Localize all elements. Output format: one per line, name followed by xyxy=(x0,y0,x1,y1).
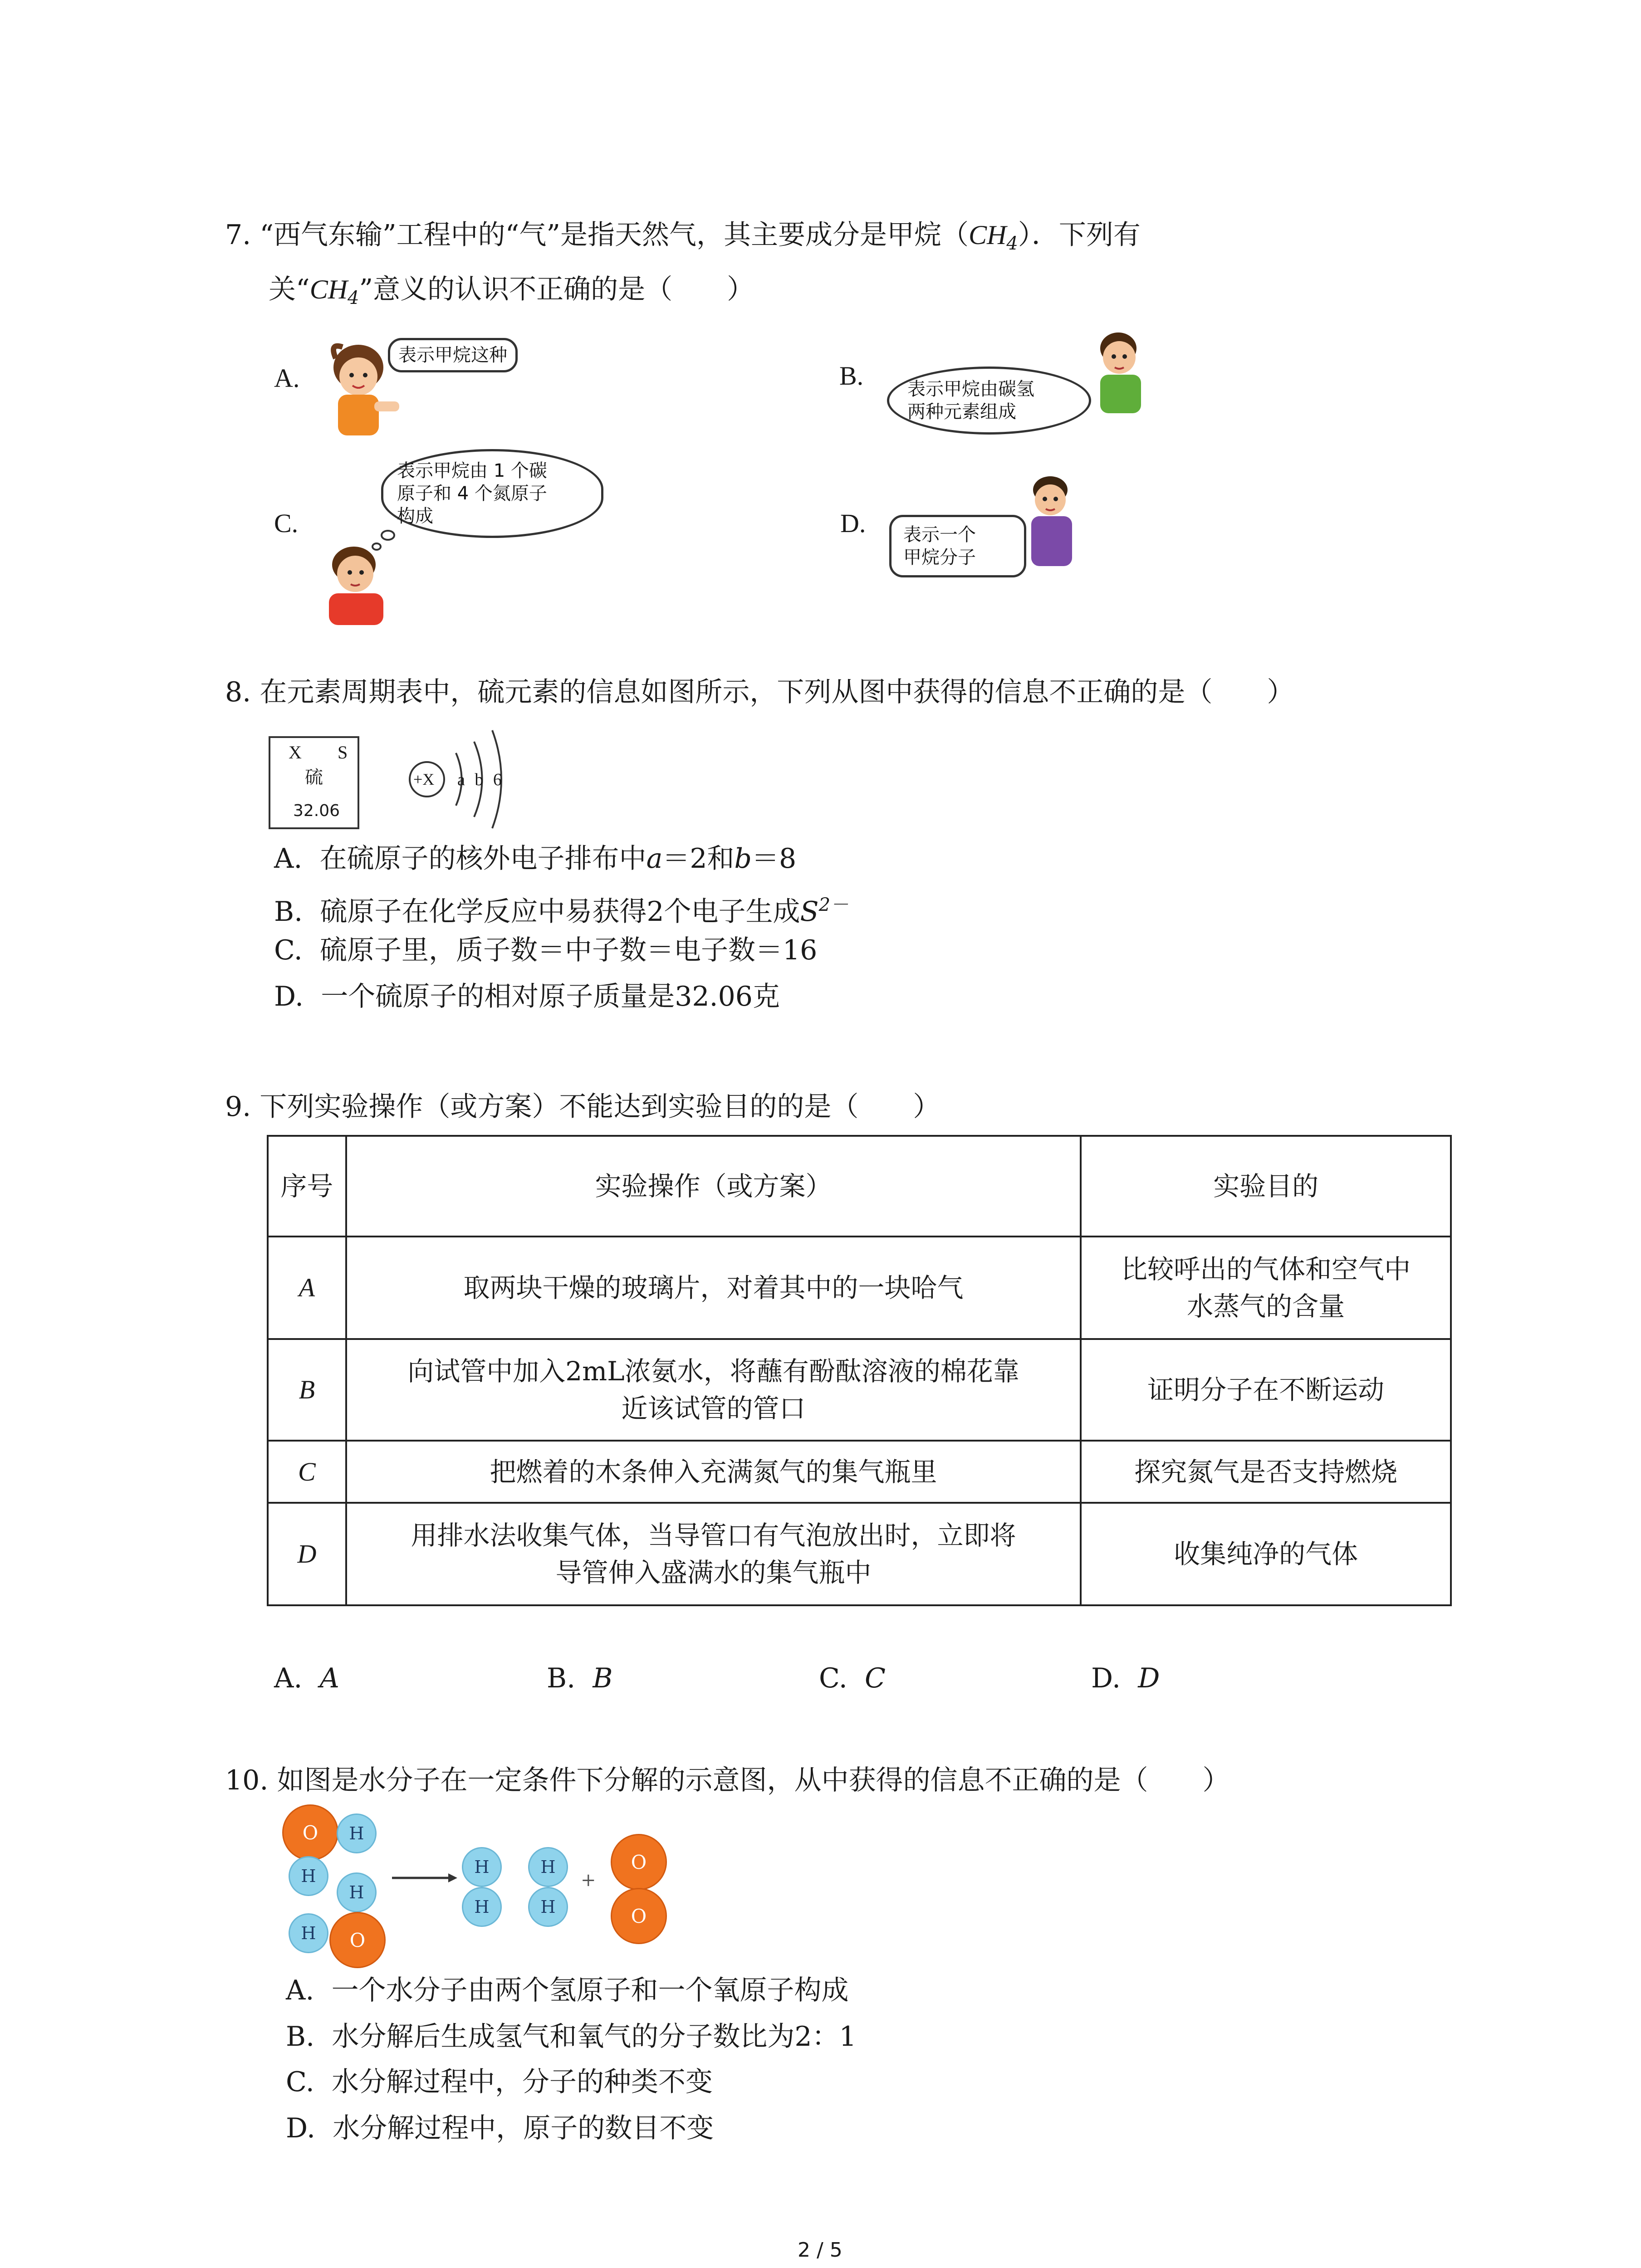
row-op-line: 用排水法收集气体，当导管口有气泡放出时，立即将 xyxy=(411,1520,1016,1551)
q8-option-d[interactable] xyxy=(274,978,780,1015)
q10-b-text: 水分解后生成氢气和氧气的分子数比为2：1 xyxy=(332,2021,857,2053)
q10-option-b[interactable] xyxy=(286,2019,857,2055)
element-card xyxy=(269,736,359,829)
oxygen-atom: O xyxy=(282,1804,338,1861)
q7-stem-line2 xyxy=(269,271,754,316)
hydrogen-atom: H xyxy=(337,1813,377,1853)
bubble-c-line-1: 表示甲烷由 1 个碳 xyxy=(397,460,547,481)
boy-b-figure xyxy=(1087,326,1159,416)
hydrogen-atom: H xyxy=(462,1887,502,1927)
row-goal xyxy=(1081,1237,1451,1339)
q7-option-a-bubble: 表示甲烷这种 xyxy=(388,338,518,372)
hydrogen-atom: H xyxy=(462,1847,502,1887)
table-header-row xyxy=(268,1136,1451,1237)
table-row xyxy=(268,1503,1451,1605)
experiment-table xyxy=(267,1135,1452,1606)
q9-option-c[interactable] xyxy=(819,1660,886,1696)
q7-formula: CH xyxy=(969,220,1007,250)
q10-stem: 10. 如图是水分子在一定条件下分解的示意图，从中获得的信息不正确的是（ ） xyxy=(225,1765,1230,1796)
row-seq: B xyxy=(268,1339,346,1441)
q8-c-letter: C. xyxy=(274,934,303,966)
hydrogen-atom: H xyxy=(528,1887,568,1927)
row-seq: C xyxy=(268,1441,346,1503)
bubble-c-line-2: 原子和 4 个氮原子 xyxy=(397,483,547,504)
q8-a-post: ＝8 xyxy=(751,843,797,875)
reaction-arrow-icon xyxy=(390,1869,458,1887)
q7-option-b-bubble xyxy=(887,367,1091,435)
element-mass: 32.06 xyxy=(293,802,340,820)
table-row xyxy=(268,1237,1451,1339)
header-goal: 实验目的 xyxy=(1081,1136,1451,1237)
q7-formula-2: CH xyxy=(309,274,348,304)
row-goal xyxy=(1081,1503,1451,1605)
hydrogen-atom: H xyxy=(528,1847,568,1887)
q10-b-letter: B. xyxy=(286,2021,315,2053)
q8-b-charge: 2－ xyxy=(818,894,849,915)
q8-option-a[interactable] xyxy=(274,841,796,877)
row-goal-line: 比较呼出的气体和空气中 xyxy=(1121,1254,1411,1285)
q8-a-mid: ＝2和 xyxy=(662,843,735,875)
q9-c-letter: C. xyxy=(819,1662,847,1694)
q10-option-d[interactable] xyxy=(286,2110,714,2146)
table-row xyxy=(268,1441,1451,1503)
q8-b-letter: B. xyxy=(274,896,303,928)
plus-sign: + xyxy=(581,1870,596,1891)
q8-a-letter: A. xyxy=(274,843,303,875)
q8-option-b[interactable] xyxy=(274,887,848,930)
element-symbol: S xyxy=(338,742,348,763)
table-row xyxy=(268,1339,1451,1441)
shell-electrons: a b 6 xyxy=(457,770,505,789)
q9-d-value: D xyxy=(1138,1662,1160,1694)
row-op xyxy=(346,1339,1081,1441)
q9-stem: 9. 下列实验操作（或方案）不能达到实验目的的是（ ） xyxy=(225,1091,941,1123)
q9-b-value: B xyxy=(593,1662,613,1694)
q9-c-value: C xyxy=(865,1662,886,1694)
q10-option-a[interactable] xyxy=(286,1972,849,2009)
bubble-d-line-2: 甲烷分子 xyxy=(903,547,976,568)
q7-formula-sub: 4 xyxy=(1006,233,1018,254)
q9-option-d[interactable] xyxy=(1091,1660,1160,1696)
q10-option-c[interactable] xyxy=(286,2064,713,2100)
q8-option-c[interactable] xyxy=(274,932,817,968)
element-number: X xyxy=(289,742,302,763)
q7-option-d-letter[interactable]: D. xyxy=(840,508,866,538)
row-op-line: 取两块干燥的玻璃片，对着其中的一块哈气 xyxy=(463,1272,964,1303)
oxygen-atom: O xyxy=(329,1912,386,1968)
row-op-line: 向试管中加入2mL浓氨水，将蘸有酚酞溶液的棉花靠 xyxy=(407,1356,1019,1387)
bubble-b-line-1: 表示甲烷由碳氢 xyxy=(907,379,1034,400)
row-goal-line: 收集纯净的气体 xyxy=(1174,1539,1358,1569)
q8-b-ion: S xyxy=(800,896,819,928)
q7-option-a-letter[interactable]: A. xyxy=(274,363,300,393)
q9-d-letter: D. xyxy=(1091,1662,1121,1694)
q10-c-text: 水分解过程中，分子的种类不变 xyxy=(332,2066,713,2098)
q8-a-text: 在硫原子的核外电子排布中 xyxy=(319,843,647,875)
q10-a-text: 一个水分子由两个氢原子和一个氧原子构成 xyxy=(331,1975,849,2006)
page-number: 2 / 5 xyxy=(798,2239,843,2262)
q10-c-letter: C. xyxy=(286,2066,314,2098)
row-op xyxy=(346,1441,1081,1503)
row-goal-line: 证明分子在不断运动 xyxy=(1147,1374,1385,1405)
q8-b-text: 硫原子在化学反应中易获得2个电子生成 xyxy=(320,896,800,928)
oxygen-atom: O xyxy=(611,1834,667,1890)
boy-d-figure xyxy=(1014,472,1087,567)
row-goal xyxy=(1081,1339,1451,1441)
boy-c-figure xyxy=(320,522,411,626)
q7-option-b-letter[interactable]: B. xyxy=(839,361,864,391)
nucleus-charge: +X xyxy=(413,770,435,788)
row-goal-line: 探究氮气是否支持燃烧 xyxy=(1134,1456,1398,1487)
q9-a-value: A xyxy=(319,1662,339,1694)
bubble-c-line-3: 构成 xyxy=(397,506,433,527)
q9-option-b[interactable] xyxy=(547,1660,612,1696)
row-seq: A xyxy=(268,1237,346,1339)
bubble-b-line-2: 两种元素组成 xyxy=(907,401,1016,422)
hydrogen-atom: H xyxy=(289,1913,328,1953)
q9-a-letter: A. xyxy=(274,1662,303,1694)
row-op-line: 把燃着的木条伸入充满氮气的集气瓶里 xyxy=(490,1456,937,1487)
row-op xyxy=(346,1237,1081,1339)
q8-a-var-b: b xyxy=(734,843,752,875)
oxygen-atom: O xyxy=(611,1888,667,1944)
bubble-d-line-1: 表示一个 xyxy=(903,524,976,545)
q8-d-letter: D. xyxy=(274,981,304,1012)
q7-stem2-post: ”意义的认识不正确的是（ ） xyxy=(359,274,754,305)
q8-c-text: 硫原子里，质子数＝中子数＝电子数＝16 xyxy=(320,934,818,966)
q10-a-letter: A. xyxy=(286,1975,314,2006)
q8-stem: 8. 在元素周期表中，硫元素的信息如图所示，下列从图中获得的信息不正确的是（ ） xyxy=(225,676,1294,708)
row-goal xyxy=(1081,1441,1451,1503)
hydrogen-atom: H xyxy=(289,1856,328,1896)
row-goal-line: 水蒸气的含量 xyxy=(1187,1291,1345,1322)
q7-option-d-bubble xyxy=(889,515,1026,577)
q7-option-c-letter[interactable]: C. xyxy=(274,508,299,538)
element-name: 硫 xyxy=(305,767,323,788)
row-op-line: 近该试管的管口 xyxy=(621,1393,806,1424)
header-seq: 序号 xyxy=(268,1136,346,1237)
header-op: 实验操作（或方案） xyxy=(346,1136,1081,1237)
row-op-line: 导管伸入盛满水的集气瓶中 xyxy=(555,1557,872,1588)
q7-stem-text: 7. “西气东输”工程中的“气”是指天然气，其主要成分是甲烷（ xyxy=(225,219,969,251)
q7-stem-line1 xyxy=(225,217,1141,262)
q7-option-c-bubble xyxy=(381,449,603,538)
q10-d-text: 水分解过程中，原子的数目不变 xyxy=(333,2112,714,2144)
q8-d-text: 一个硫原子的相对原子质量是32.06克 xyxy=(321,981,780,1012)
q7-stem-text-end: ）．下列有 xyxy=(1018,219,1141,251)
q7-formula-sub-2: 4 xyxy=(348,288,359,308)
q9-b-letter: B. xyxy=(547,1662,576,1694)
q10-d-letter: D. xyxy=(286,2112,316,2144)
q8-a-var-a: a xyxy=(646,843,663,875)
row-op xyxy=(346,1503,1081,1605)
hydrogen-atom: H xyxy=(337,1872,377,1912)
q7-stem2-pre: 关“ xyxy=(269,274,310,305)
q9-option-a[interactable] xyxy=(274,1660,339,1696)
row-seq: D xyxy=(268,1503,346,1605)
